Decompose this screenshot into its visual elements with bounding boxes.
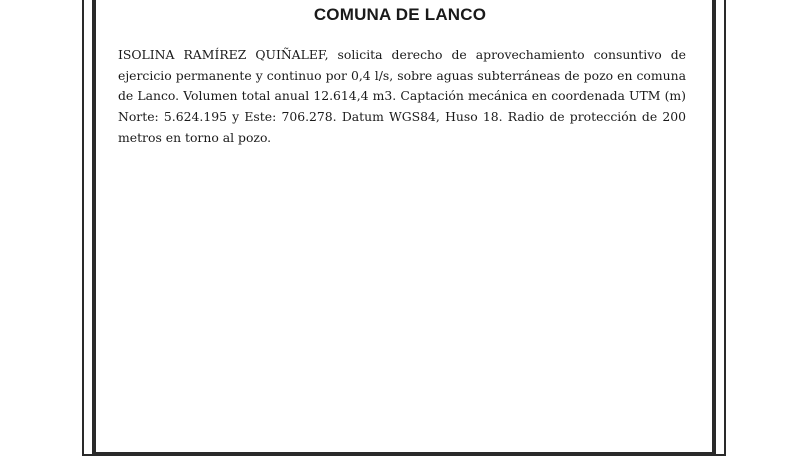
notice-title: COMUNA DE LANCO [313,5,487,24]
notice-body: ISOLINA RAMÍREZ QUIÑALEF, solicita derecho de aprovechamiento consuntivo de ejercicio permanente y continuo por 0,4 l/s, sobre aguas subterráneas de pozo en comuna de Lanco. Volumen total anual 12.614,4 m3. Captación mecánica en coordenada UTM (m) Norte: 5.624.195 y Este: 706.278. Datum WGS84, Huso 18. Radio de protección de 200 metros en torno al pozo. [118,47,686,145]
